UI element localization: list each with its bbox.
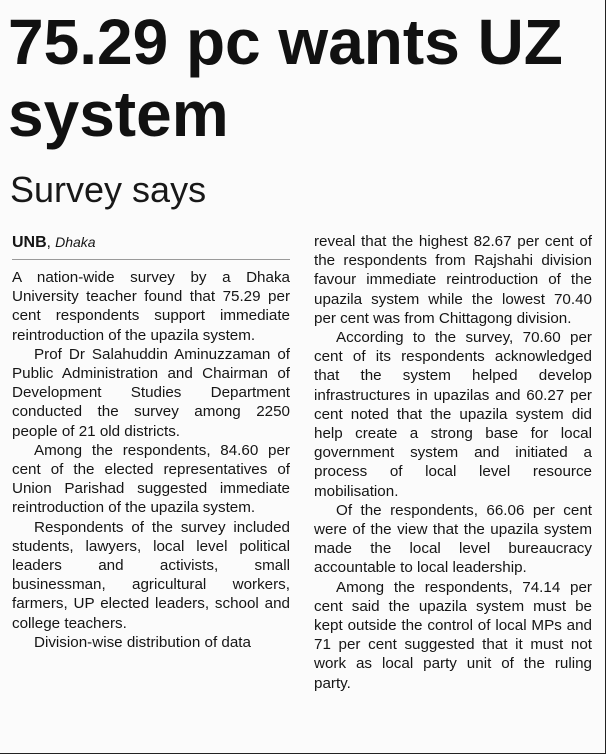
subheadline: Survey says <box>10 169 207 210</box>
byline-agency: UNB <box>12 234 47 251</box>
article-column-left <box>12 232 290 652</box>
byline-location: Dhaka <box>55 234 96 250</box>
paragraph: A nation-wide survey by a Dhaka University teacher found that 75.29 per cent respondents support immediate reintroduction of the upazila system. <box>12 269 290 344</box>
paragraph: Among the respondents, 84.60 per cent of the elected representatives of Union Parishad suggested immediate reintroduction of the upazila system. <box>12 441 290 517</box>
paragraph: Respondents of the survey included students, lawyers, local level political leaders and activists, small businessman, agricultural workers, farmers, UP elected leaders, school and college teachers. <box>12 518 290 632</box>
paragraph: Of the respondents, 66.06 per cent were of the view that the upazila system made the local level bureaucracy accountable to local leadership. <box>314 501 592 577</box>
headline: 75.29 pc wants UZ system <box>8 6 563 150</box>
paragraph: Division-wise distribution of data <box>34 633 251 651</box>
paragraph: According to the survey, 70.60 per cent of its respondents acknowledged that the system helped develop infrastructures in upazilas and 60.27 per cent noted that the upazila system did help create a strong base for local government system and initiated a process of local level resource mobilisation. <box>314 329 592 500</box>
byline-separator: , <box>46 234 56 251</box>
article-column-right <box>314 232 592 693</box>
paragraph: Among the respondents, 74.14 per cent said the upazila system must be kept outside the control of local MPs and 71 per cent suggested that it must not work as local party unit of the ruling party. <box>314 578 592 692</box>
byline <box>12 232 290 260</box>
paragraph: Prof Dr Salahuddin Aminuzzaman of Public Administration and Chairman of Development Studies Department conducted the survey among 2250 people of 21 old districts. <box>12 345 290 440</box>
paragraph: reveal that the highest 82.67 per cent of the respondents from Rajshahi division favour immediate reintroduction of the upazila system while the lowest 70.40 per cent was from Chittagong division. <box>314 233 592 327</box>
